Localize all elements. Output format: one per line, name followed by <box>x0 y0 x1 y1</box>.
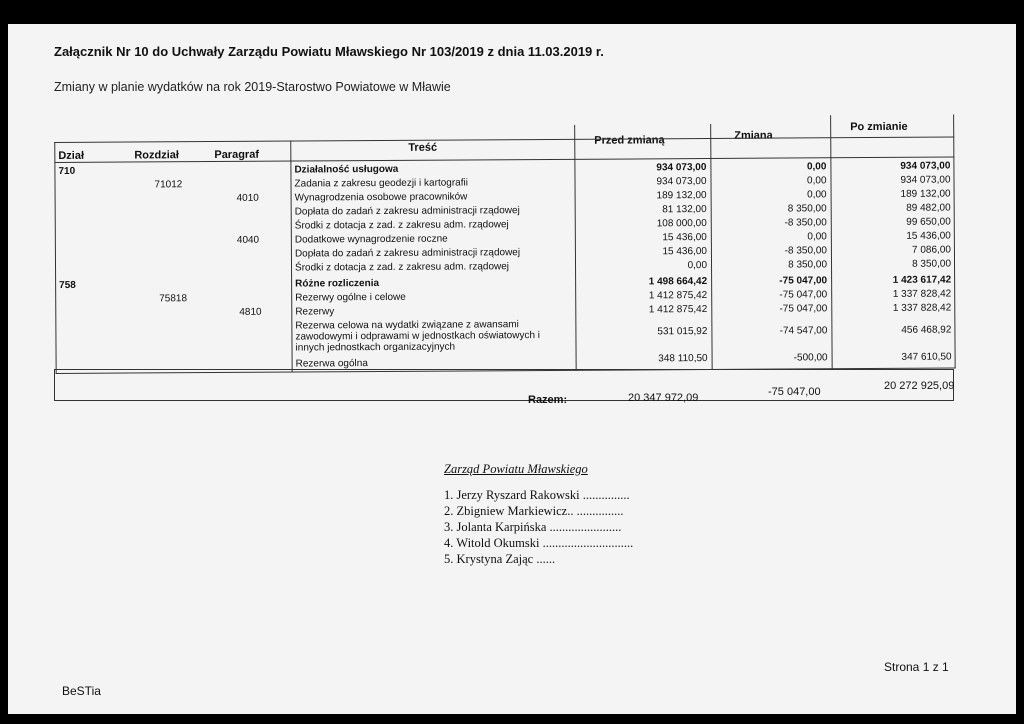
cell-przed: 531 015,92 <box>657 326 708 338</box>
cell-rozdzial: 75818 <box>159 293 188 305</box>
header-rozdzial: Rozdział <box>134 149 180 162</box>
col-rule <box>574 125 577 371</box>
cell-zmiana: -500,00 <box>793 352 828 364</box>
total-label: Razem: <box>528 394 568 406</box>
cell-tresc: Rezerwy <box>295 306 335 318</box>
page-number: Strona 1 z 1 <box>884 660 949 674</box>
cell-zmiana: -75 047,00 <box>779 289 828 301</box>
col-rule <box>830 115 833 369</box>
document-page <box>8 24 1016 714</box>
cell-przed: 108 000,00 <box>656 218 707 230</box>
header-top-rule <box>54 137 954 143</box>
signature-line: 5. Krystyna Zając ...... <box>444 552 556 566</box>
col-rule <box>953 115 956 369</box>
cell-zmiana: 0,00 <box>807 189 827 201</box>
cell-zmiana: 0,00 <box>806 161 827 173</box>
cell-po: 1 337 828,42 <box>892 302 952 314</box>
header-przed: Przed zmianą <box>594 134 665 147</box>
cell-tresc: Dopłata do zadań z zakresu administracji rządowej <box>294 205 520 218</box>
signature-line: 4. Witold Okumski ............................. <box>444 536 634 550</box>
document-subtitle: Zmiany w planie wydatków na rok 2019-Starostwo Powiatowe w Mławie <box>54 80 451 94</box>
cell-po: 1 423 617,42 <box>892 274 952 286</box>
cell-po: 8 350,00 <box>912 258 952 270</box>
cell-rozdzial: 71012 <box>154 179 183 191</box>
total-after: 20 272 925,09 <box>884 380 955 392</box>
cell-po: 89 482,00 <box>906 202 951 214</box>
document-title: Załącznik Nr 10 do Uchwały Zarządu Powiatu Mławskiego Nr 103/2019 z dnia 11.03.2019 r. <box>54 44 604 59</box>
cell-przed: 15 436,00 <box>662 232 707 244</box>
cell-po: 15 436,00 <box>906 230 951 242</box>
cell-przed: 15 436,00 <box>662 246 707 258</box>
expenses-table <box>54 95 956 375</box>
header-paragraf: Paragraf <box>214 148 260 162</box>
header-dzial: Dział <box>58 149 85 162</box>
cell-tresc: Rezerwa ogólna <box>295 358 368 370</box>
cell-zmiana: -74 547,00 <box>779 325 828 337</box>
cell-tresc: Środki z dotacja z zad. z zakresu adm. rządowej <box>294 219 509 232</box>
cell-po: 934 073,00 <box>900 174 951 186</box>
signature-line: 2. Zbigniew Markiewicz.. ............... <box>444 504 624 518</box>
cell-przed: 189 132,00 <box>656 190 707 202</box>
cell-paragraf: 4040 <box>236 234 260 246</box>
cell-tresc-line: zawodowymi i odprawami w jednostkach oświatowych i <box>295 330 541 343</box>
cell-po: 456 468,92 <box>901 324 952 336</box>
cell-tresc: Środki z dotacja z zad. z zakresu adm. rządowej <box>294 261 510 274</box>
cell-przed: 348 110,50 <box>658 353 708 365</box>
cell-po: 347 610,50 <box>901 351 952 363</box>
cell-zmiana: 0,00 <box>807 231 827 243</box>
cell-przed: 0,00 <box>687 260 708 272</box>
col-rule <box>54 142 56 374</box>
cell-tresc: Zadania z zakresu geodezji i kartografii <box>294 177 468 190</box>
cell-tresc: Różne rozliczenia <box>295 278 380 290</box>
total-change: -75 047,00 <box>768 386 821 398</box>
cell-tresc: Wynagrodzenia osobowe pracowników <box>294 191 468 204</box>
footer-brand: BeSTia <box>62 684 101 698</box>
cell-dzial: 710 <box>58 165 76 177</box>
cell-tresc: Dodatkowe wynagrodzenie roczne <box>294 233 448 246</box>
header-po: Po zmianie <box>850 120 908 134</box>
cell-zmiana: -8 350,00 <box>784 217 827 229</box>
signature-line: 3. Jolanta Karpińska ....................... <box>444 520 622 534</box>
header-tresc: Treść <box>408 141 438 154</box>
cell-zmiana: -75 047,00 <box>779 303 828 315</box>
cell-tresc: Rezerwy ogólne i celowe <box>295 291 406 304</box>
cell-po: 99 650,00 <box>906 216 951 228</box>
total-before: 20 347 972,09 <box>628 392 699 404</box>
cell-przed: 934 073,00 <box>656 176 707 188</box>
cell-zmiana: -8 350,00 <box>784 245 827 257</box>
board-title: Zarząd Powiatu Mławskiego <box>444 462 588 476</box>
col-rule <box>290 141 292 373</box>
cell-po: 189 132,00 <box>900 188 951 200</box>
cell-przed: 1 498 664,42 <box>648 276 708 288</box>
signature-line: 1. Jerzy Ryszard Rakowski ............... <box>444 488 630 502</box>
cell-zmiana: 8 350,00 <box>788 259 828 271</box>
cell-tresc-line: Rezerwa celowa na wydatki związane z awansami <box>295 319 519 332</box>
cell-po: 7 086,00 <box>911 244 951 256</box>
cell-paragraf: 4010 <box>236 192 259 204</box>
cell-przed: 934 073,00 <box>656 162 707 174</box>
cell-dzial: 758 <box>59 279 76 291</box>
cell-paragraf: 4810 <box>239 306 262 318</box>
cell-tresc-line: innych jednostkach organizacyjnych <box>295 341 456 354</box>
cell-zmiana: 8 350,00 <box>787 203 827 215</box>
cell-po: 1 337 828,42 <box>892 288 952 300</box>
cell-przed: 1 412 875,42 <box>648 304 708 316</box>
cell-przed: 1 412 875,42 <box>648 290 708 302</box>
cell-zmiana: -75 047,00 <box>779 275 828 287</box>
cell-przed: 81 132,00 <box>662 204 707 216</box>
header-zmiana: Zmiana <box>734 129 773 142</box>
cell-zmiana: 0,00 <box>807 175 827 187</box>
cell-tresc: Działalność usługowa <box>294 163 399 176</box>
col-rule <box>710 124 713 370</box>
cell-po: 934 073,00 <box>900 160 951 172</box>
cell-tresc: Dopłata do zadań z zakresu administracji rządowej <box>294 247 521 260</box>
